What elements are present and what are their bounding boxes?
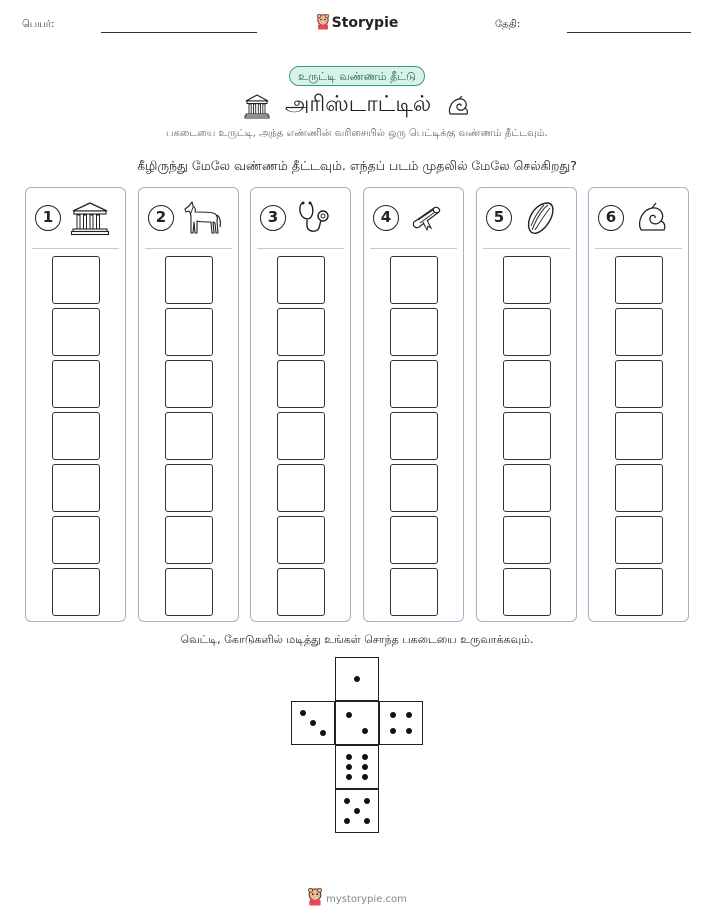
title-row — [0, 92, 714, 124]
shell-icon — [446, 94, 470, 118]
storypie-logo-icon — [307, 888, 323, 909]
column-3 — [250, 187, 351, 622]
color-box[interactable] — [390, 516, 438, 564]
dice-face-1 — [335, 657, 379, 701]
color-box[interactable] — [277, 516, 325, 564]
color-box[interactable] — [390, 568, 438, 616]
seed-icon — [521, 200, 561, 236]
name-label: பெயர்: — [22, 19, 55, 30]
color-box[interactable] — [165, 464, 213, 512]
cut-instruction: வெட்டி, கோடுகளில் மடித்து உங்கள் சொந்த பகடையை உருவாக்கவும். — [180, 633, 534, 646]
color-box[interactable] — [390, 464, 438, 512]
color-box[interactable] — [615, 412, 663, 460]
temple-icon — [244, 93, 270, 119]
column-5 — [476, 187, 577, 622]
column-number: 5 — [486, 205, 512, 231]
dice-face-4 — [379, 701, 423, 745]
footer-url[interactable]: mystorypie.com — [326, 894, 407, 905]
color-box[interactable] — [503, 568, 551, 616]
color-box[interactable] — [52, 568, 100, 616]
dice-face-3 — [291, 701, 335, 745]
color-box[interactable] — [503, 308, 551, 356]
date-label: தேதி: — [495, 19, 521, 30]
horse-icon — [183, 200, 223, 236]
color-box[interactable] — [165, 256, 213, 304]
color-box[interactable] — [52, 308, 100, 356]
color-box[interactable] — [52, 464, 100, 512]
color-box[interactable] — [615, 516, 663, 564]
column-2 — [138, 187, 239, 622]
subtitle: பகடையை உருட்டி, அந்த எண்ணின் வரிசையில் ஒரு பெட்டிக்கு வண்ணம் தீட்டவும். — [166, 128, 548, 139]
color-box[interactable] — [503, 412, 551, 460]
color-box[interactable] — [165, 308, 213, 356]
dice-face-2 — [335, 701, 379, 745]
column-4 — [363, 187, 464, 622]
color-box[interactable] — [165, 412, 213, 460]
color-box[interactable] — [277, 256, 325, 304]
color-box[interactable] — [503, 256, 551, 304]
column-1 — [25, 187, 126, 622]
storypie-logo-icon — [316, 14, 330, 34]
color-box[interactable] — [52, 256, 100, 304]
brand-header — [0, 14, 714, 34]
color-box[interactable] — [503, 360, 551, 408]
column-number: 4 — [373, 205, 399, 231]
scroll-icon — [408, 200, 448, 236]
color-box[interactable] — [615, 308, 663, 356]
color-box[interactable] — [277, 360, 325, 408]
instruction: கீழிருந்து மேலே வண்ணம் தீட்டவும். எந்தப் படம் முதலில் மேலே செல்கிறது? — [137, 158, 577, 173]
color-box[interactable] — [390, 412, 438, 460]
color-box[interactable] — [52, 360, 100, 408]
color-box[interactable] — [165, 516, 213, 564]
column-number: 1 — [35, 205, 61, 231]
column-number: 6 — [598, 205, 624, 231]
shell-icon — [633, 200, 673, 236]
color-box[interactable] — [390, 308, 438, 356]
color-box[interactable] — [277, 308, 325, 356]
color-box[interactable] — [615, 256, 663, 304]
dice-face-6 — [335, 745, 379, 789]
temple-icon — [70, 200, 110, 236]
color-box[interactable] — [52, 412, 100, 460]
color-box[interactable] — [52, 516, 100, 564]
column-number: 2 — [148, 205, 174, 231]
footer — [0, 888, 714, 909]
color-box[interactable] — [615, 568, 663, 616]
brand-name: Storypie — [331, 15, 399, 31]
color-box[interactable] — [277, 464, 325, 512]
color-box[interactable] — [277, 568, 325, 616]
color-box[interactable] — [390, 256, 438, 304]
color-box[interactable] — [165, 360, 213, 408]
stethoscope-icon — [295, 200, 335, 236]
column-number: 3 — [260, 205, 286, 231]
date-line[interactable] — [567, 32, 691, 33]
color-box[interactable] — [503, 516, 551, 564]
activity-badge: உருட்டி வண்ணம் தீட்டு — [289, 66, 425, 86]
color-box[interactable] — [277, 412, 325, 460]
color-box[interactable] — [615, 360, 663, 408]
dice-face-5 — [335, 789, 379, 833]
color-box[interactable] — [390, 360, 438, 408]
color-box[interactable] — [503, 464, 551, 512]
color-box[interactable] — [615, 464, 663, 512]
page-title: அரிஸ்டாட்டில் — [284, 92, 432, 117]
color-box[interactable] — [165, 568, 213, 616]
column-6 — [588, 187, 689, 622]
